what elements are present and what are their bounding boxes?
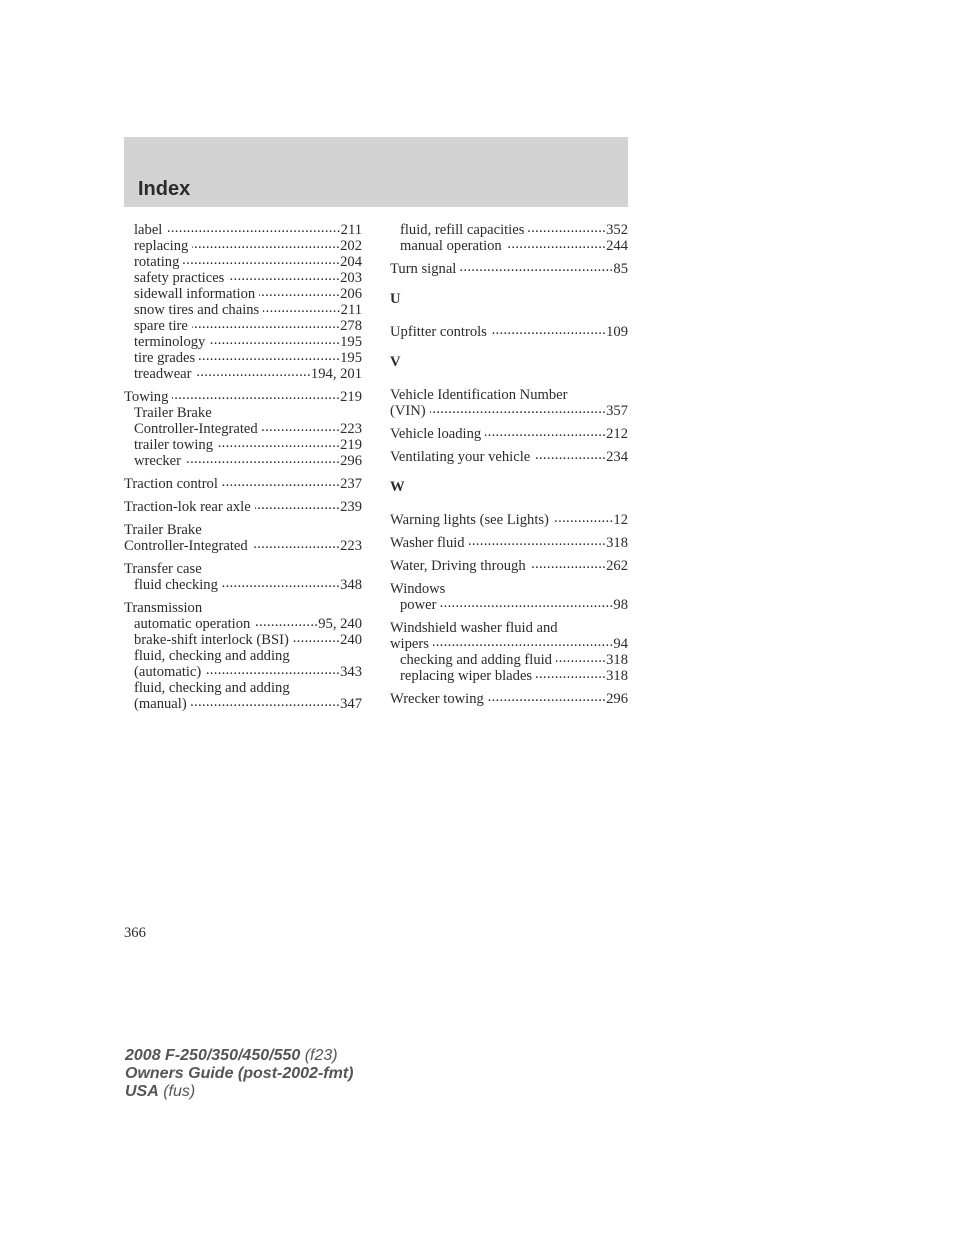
index-line [390,668,628,684]
index-term: fluid, refill capacities [400,222,525,238]
index-page-ref: 98 [613,597,628,613]
index-term: Controller-Integrated [124,538,248,554]
dot-leader [228,270,340,282]
index-entry [124,476,362,492]
dot-leader [530,558,606,570]
index-page-ref: 240 [340,632,362,648]
index-term: terminology [134,334,206,350]
index-page-ref: 223 [340,538,362,554]
index-line [390,222,628,238]
index-page-ref: 194, 201 [310,366,362,382]
index-page-ref: 223 [340,421,362,437]
index-term: rotating [134,254,180,270]
index-page-ref: 85 [613,261,628,277]
footer-line-1: 2008 F-250/350/450/550 (f23) [125,1047,338,1064]
dot-leader [166,222,340,234]
index-line [390,597,628,613]
dot-leader [192,318,340,330]
index-term: Turn signal [390,261,457,277]
index-term: replacing [134,238,189,254]
index-page-ref: 239 [340,499,362,515]
index-term: (VIN) [390,403,426,419]
index-entry [390,620,628,684]
index-term: Windshield washer fluid and [390,620,558,636]
index-page-ref: 195 [340,350,362,366]
index-entry [390,222,628,254]
index-line [124,222,362,238]
index-line [124,254,362,270]
index-line [124,538,362,554]
index-page-ref: 212 [606,426,628,442]
index-page-ref: 109 [606,324,628,340]
index-page-ref: 211 [340,222,362,238]
index-entry [124,522,362,554]
index-entry [390,558,628,574]
dot-leader [192,238,340,250]
index-page-ref: 204 [340,254,362,270]
dot-leader [252,538,340,550]
index-page-ref: 234 [606,449,628,465]
index-line [124,632,362,648]
page-title: Index [138,178,191,200]
index-line [390,449,628,465]
index-line [390,387,628,403]
index-term: manual operation [400,238,502,254]
index-line [390,426,628,442]
index-term: spare tire [134,318,188,334]
index-page-ref: 12 [613,512,628,528]
index-line [390,691,628,707]
index-line [124,664,362,680]
index-line [124,421,362,437]
dot-leader [199,350,340,362]
index-line [124,577,362,593]
index-page-ref: 347 [340,696,362,712]
index-line [390,238,628,254]
index-term: Transmission [124,600,203,616]
index-term: wipers [390,636,429,652]
index-term: (manual) [134,696,187,712]
dot-leader [183,254,340,266]
dot-leader [491,324,606,336]
index-page-ref: 343 [340,664,362,680]
index-page-ref: 352 [606,222,628,238]
dot-leader [433,636,613,648]
index-page-ref: 278 [340,318,362,334]
dot-leader [254,616,318,628]
index-page-ref: 318 [606,652,628,668]
index-entry [390,261,628,277]
index-line [124,476,362,492]
index-line [124,270,362,286]
index-line [390,581,628,597]
index-page-ref: 318 [606,535,628,551]
index-column-right [390,222,628,707]
index-line [124,302,362,318]
index-term: Upfitter controls [390,324,487,340]
index-entry [390,535,628,551]
index-term: checking and adding fluid [400,652,552,668]
index-line [390,558,628,574]
index-term: automatic operation [134,616,251,632]
index-term: Washer fluid [390,535,465,551]
index-line [124,238,362,254]
index-entry [390,581,628,613]
index-term: fluid, checking and adding [134,680,290,696]
index-term: wrecker [134,453,181,469]
index-entry [390,387,628,419]
index-page-ref: 195 [340,334,362,350]
index-term: Controller-Integrated [134,421,258,437]
index-line [124,350,362,366]
dot-leader [191,696,340,708]
index-term: label [134,222,163,238]
index-line [390,403,628,419]
index-page-ref: 296 [606,691,628,707]
index-line [124,499,362,515]
dot-leader [556,652,606,664]
index-line [124,318,362,334]
index-page-ref: 318 [606,668,628,684]
index-entry [124,222,362,382]
index-term: power [400,597,437,613]
header-band [124,137,628,207]
dot-leader [263,302,340,314]
index-term: Vehicle loading [390,426,482,442]
index-line [390,535,628,551]
index-entry [390,324,628,340]
index-term: Transfer case [124,561,202,577]
index-term: Water, Driving through [390,558,526,574]
dot-leader [172,389,340,401]
dot-leader [536,668,606,680]
dot-leader [185,453,340,465]
index-line [124,696,362,712]
index-page-ref: 202 [340,238,362,254]
index-line [124,286,362,302]
dot-leader [222,476,340,488]
dot-leader [293,632,340,644]
footer [125,1047,353,1101]
index-line [124,334,362,350]
index-term: Trailer Brake [134,405,212,421]
index-page-ref: 203 [340,270,362,286]
dot-leader [205,664,340,676]
index-term: Ventilating your vehicle [390,449,531,465]
index-term: sidewall information [134,286,256,302]
page-number: 366 [124,925,146,941]
index-term: Towing [124,389,169,405]
index-page-ref: 237 [340,476,362,492]
index-term: Vehicle Identification Number [390,387,568,403]
dot-leader [506,238,606,250]
dot-leader [209,334,340,346]
index-line [124,389,362,405]
index-term: Wrecker towing [390,691,484,707]
index-line [390,620,628,636]
index-page-ref: 219 [340,389,362,405]
index-page-ref: 296 [340,453,362,469]
index-line [124,522,362,538]
index-entry [124,389,362,469]
index-term: Windows [390,581,446,597]
index-line [124,561,362,577]
dot-leader [528,222,606,234]
index-page-ref: 348 [340,577,362,593]
index-page-ref: 206 [340,286,362,302]
index-line [124,648,362,664]
index-term: Traction control [124,476,218,492]
index-letter-heading: W [390,479,405,495]
dot-leader [217,437,340,449]
index-column-left [124,222,362,712]
index-line [390,324,628,340]
index-term: Traction-lok rear axle [124,499,251,515]
index-line [390,512,628,528]
index-line [124,366,362,382]
index-entry [390,449,628,465]
index-line [390,636,628,652]
dot-leader [259,286,340,298]
index-term: replacing wiper blades [400,668,533,684]
dot-leader [460,261,613,273]
index-page-ref: 94 [613,636,628,652]
index-line [124,453,362,469]
dot-leader [255,499,340,511]
index-entry [390,512,628,528]
index-term: (automatic) [134,664,202,680]
index-term: treadwear [134,366,192,382]
index-line [124,437,362,453]
index-page-ref: 211 [340,302,362,318]
index-entry [124,561,362,593]
index-line [124,600,362,616]
dot-leader [222,577,340,589]
index-term: fluid, checking and adding [134,648,290,664]
dot-leader [488,691,606,703]
dot-leader [262,421,340,433]
dot-leader [553,512,613,524]
index-term: Warning lights (see Lights) [390,512,549,528]
index-letter-heading: U [390,291,401,307]
footer-line-3: USA (fus) [125,1083,196,1100]
index-line [390,652,628,668]
index-term: brake-shift interlock (BSI) [134,632,289,648]
index-line [124,616,362,632]
index-term: trailer towing [134,437,214,453]
index-line [124,680,362,696]
footer-line-2: Owners Guide (post-2002-fmt) [125,1065,354,1082]
index-page-ref: 95, 240 [318,616,362,632]
dot-leader [469,535,607,547]
dot-leader [485,426,606,438]
index-entry [124,499,362,515]
index-page-ref: 262 [606,558,628,574]
index-term: fluid checking [134,577,218,593]
dot-leader [196,366,311,378]
index-entry [390,691,628,707]
index-line [124,405,362,421]
index-term: tire grades [134,350,196,366]
index-term: snow tires and chains [134,302,260,318]
index-term: safety practices [134,270,225,286]
index-letter-heading: V [390,354,401,370]
index-page-ref: 244 [606,238,628,254]
dot-leader [440,597,613,609]
index-term: Trailer Brake [124,522,202,538]
index-line [390,261,628,277]
dot-leader [534,449,606,461]
index-entry [124,600,362,712]
dot-leader [430,403,606,415]
index-page-ref: 357 [606,403,628,419]
index-entry [390,426,628,442]
index-page-ref: 219 [340,437,362,453]
